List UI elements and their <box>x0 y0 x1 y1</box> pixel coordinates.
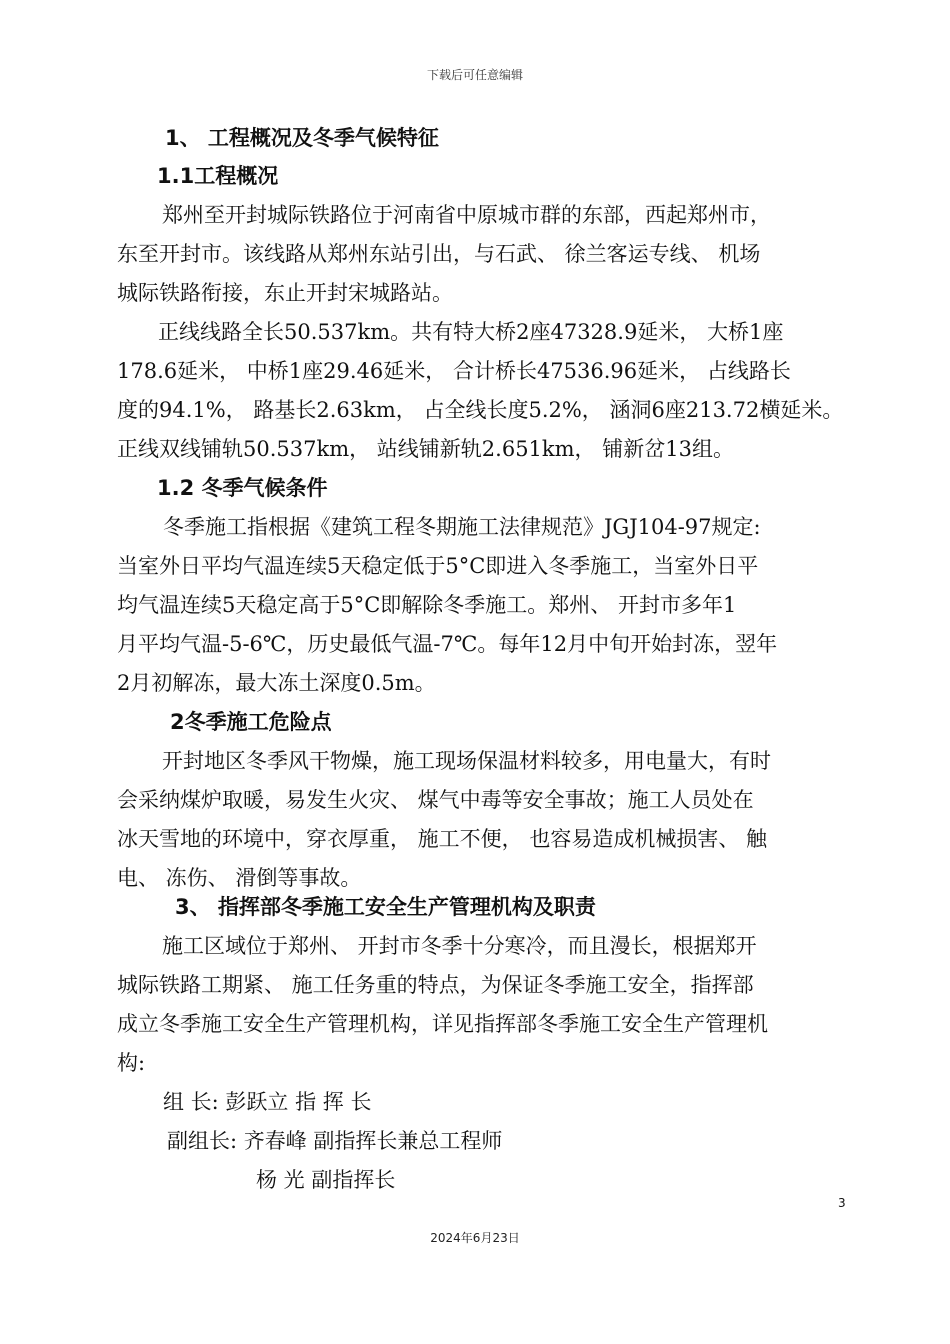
text-line: 正线双线铺轨50.537km， 站线铺新轨2.651km， 铺新岔13组。 <box>117 437 734 461</box>
page-number: 3 <box>838 1196 846 1210</box>
text-line: 电、 冻伤、 滑倒等事故。 <box>117 866 362 890</box>
text-line: 成立冬季施工安全生产管理机构，详见指挥部冬季施工安全生产管理机 <box>117 1012 768 1036</box>
heading-2: 2冬季施工危险点 <box>170 710 332 734</box>
text-line: 冰天雪地的环境中，穿衣厚重， 施工不便， 也容易造成机械损害、 触 <box>117 827 768 851</box>
text-line: 正线线路全长50.537km。共有特大桥2座47328.9延米， 大桥1座 <box>158 320 784 344</box>
text-line: 当室外日平均气温连续5天稳定低于5°C即进入冬季施工，当室外日平 <box>117 554 759 578</box>
heading-1-2: 1.2 冬季气候条件 <box>157 476 328 500</box>
text-line: 冬季施工指根据《建筑工程冬期施工法律规范》JGJ104-97规定: <box>163 515 761 539</box>
text-line: 会采纳煤炉取暖，易发生火灾、 煤气中毒等安全事故；施工人员处在 <box>117 788 754 812</box>
text-line: 施工区域位于郑州、 开封市冬季十分寒冷，而且漫长，根据郑开 <box>162 934 757 958</box>
org-leader-line: 组 长: 彭跃立 指 挥 长 <box>163 1090 372 1114</box>
heading-1: 1、 工程概况及冬季气候特征 <box>165 126 439 150</box>
text-line: 开封地区冬季风干物燥，施工现场保温材料较多，用电量大，有时 <box>162 749 771 773</box>
org-deputy-line: 副组长: 齐春峰 副指挥长兼总工程师 <box>167 1129 503 1153</box>
heading-3: 3、 指挥部冬季施工安全生产管理机构及职责 <box>175 895 596 919</box>
page-header: 下载后可任意编辑 <box>426 68 523 82</box>
text-line: 2月初解冻，最大冻土深度0.5m。 <box>117 671 436 695</box>
text-line: 东至开封市。该线路从郑州东站引出，与石武、 徐兰客运专线、 机场 <box>117 242 761 266</box>
text-line: 郑州至开封城际铁路位于河南省中原城市群的东部，西起郑州市， <box>162 203 771 227</box>
text-line: 度的94.1%， 路基长2.63km， 占全线长度5.2%， 涵洞6座213.72横延米。 <box>117 398 844 422</box>
text-line: 城际铁路工期紧、 施工任务重的特点，为保证冬季施工安全，指挥部 <box>117 973 754 997</box>
text-line: 构: <box>117 1051 146 1075</box>
text-line: 均气温连续5天稳定高于5°C即解除冬季施工。郑州、 开封市多年1 <box>117 593 737 617</box>
text-line: 178.6延米， 中桥1座29.46延米， 合计桥长47536.96延米， 占线路长 <box>117 359 791 383</box>
org-deputy-line-2: 杨 光 副指挥长 <box>256 1168 396 1192</box>
text-line: 月平均气温-5-6℃，历史最低气温-7℃。每年12月中旬开始封冻，翌年 <box>117 632 778 656</box>
text-line: 城际铁路衔接，东止开封宋城路站。 <box>117 281 453 305</box>
page-footer-date: 2024年6月23日 <box>430 1231 520 1245</box>
heading-1-1: 1.1工程概况 <box>157 164 279 188</box>
